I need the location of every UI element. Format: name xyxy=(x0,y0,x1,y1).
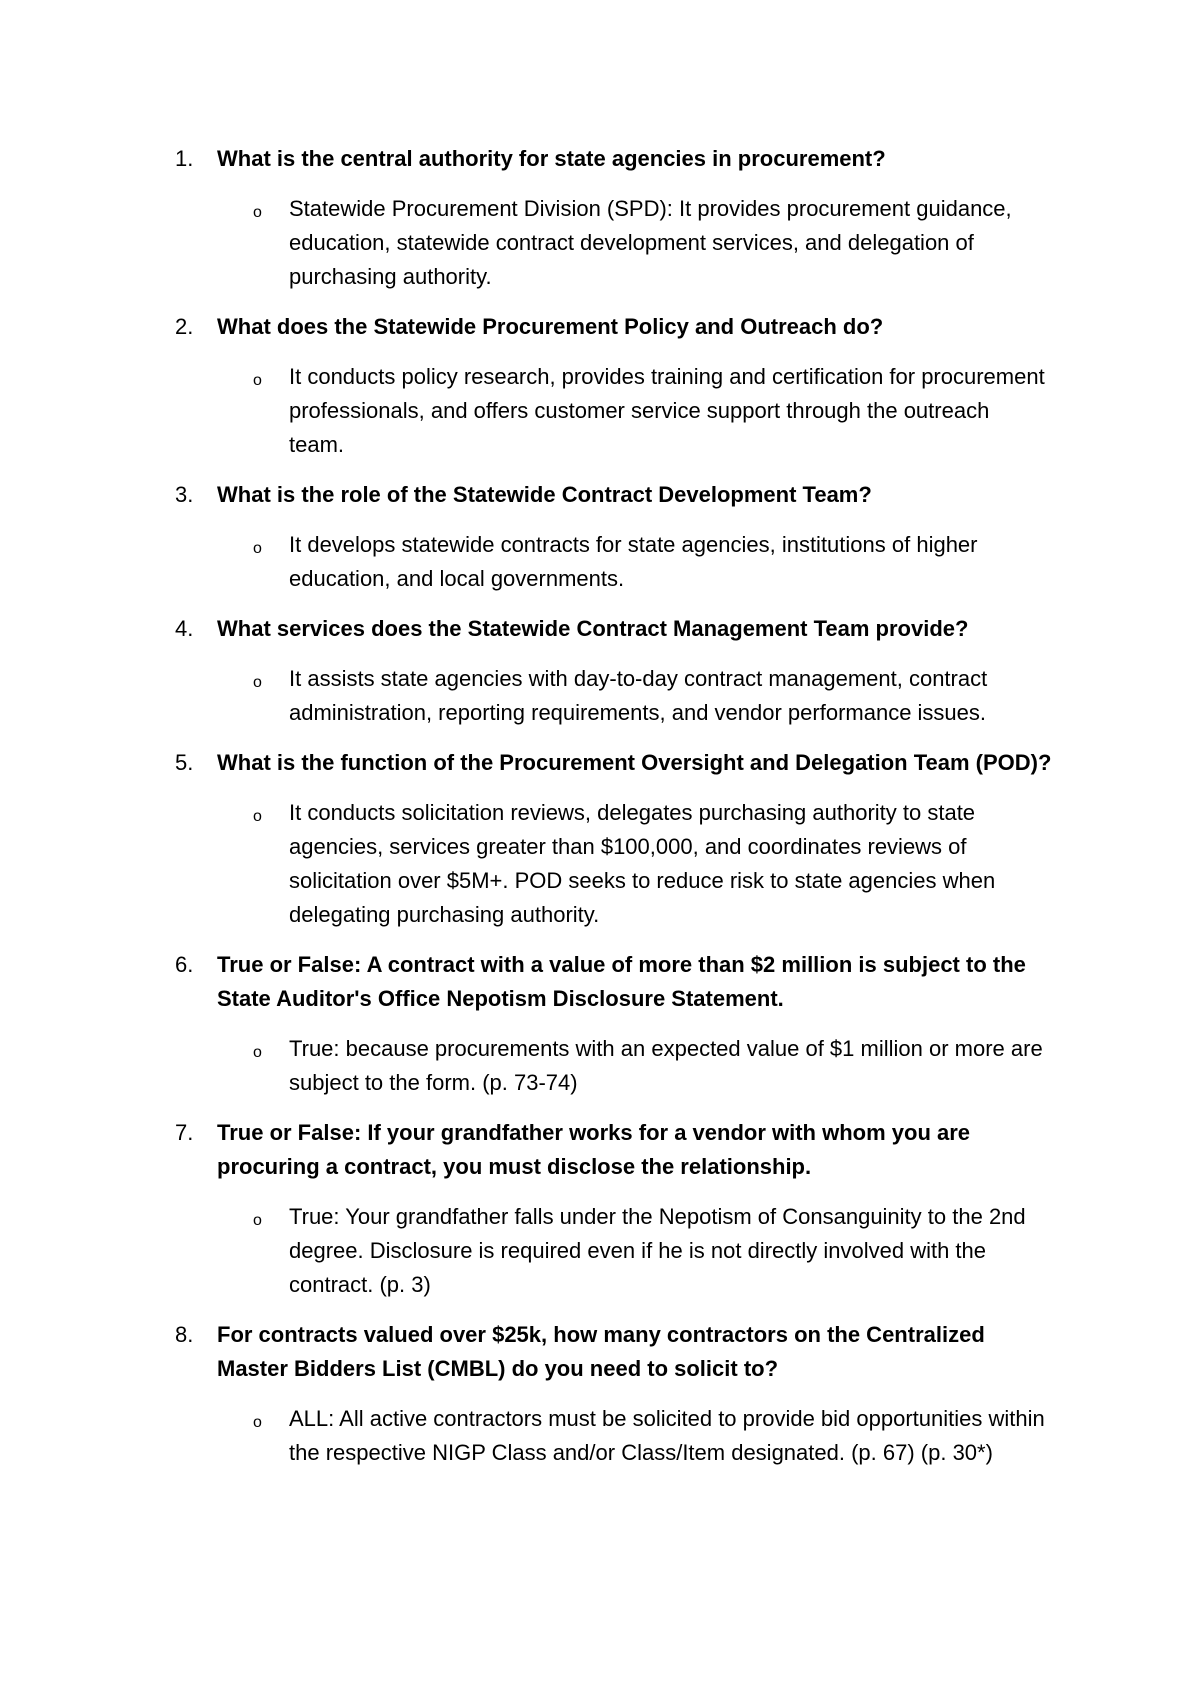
question-row xyxy=(175,612,1055,646)
bullet-icon: o xyxy=(253,674,262,691)
qa-item xyxy=(175,948,1055,1100)
bullet-icon: o xyxy=(253,1414,262,1431)
question-number: 5. xyxy=(175,750,194,775)
bullet-icon: o xyxy=(253,1212,262,1229)
question-number: 8. xyxy=(175,1322,194,1347)
question-number: 3. xyxy=(175,482,194,507)
answer-row xyxy=(253,528,1055,596)
question-row xyxy=(175,310,1055,344)
question-row xyxy=(175,948,1055,1016)
answer-row xyxy=(253,662,1055,730)
bullet-icon: o xyxy=(253,540,262,557)
question-text: What is the role of the Statewide Contract Development Team? xyxy=(217,482,872,507)
question-text: What is the central authority for state agencies in procurement? xyxy=(217,146,886,171)
question-number: 7. xyxy=(175,1120,194,1145)
question-text: What is the function of the Procurement Oversight and Delegation Team (POD)? xyxy=(217,750,1052,775)
qa-item xyxy=(175,1318,1055,1470)
qa-list xyxy=(175,142,1055,1486)
bullet-icon: o xyxy=(253,1044,262,1061)
question-text: What services does the Statewide Contract Management Team provide? xyxy=(217,616,969,641)
answer-text: It develops statewide contracts for state agencies, institutions of higher education, and local governments. xyxy=(289,532,978,591)
qa-item xyxy=(175,746,1055,932)
question-number: 1. xyxy=(175,146,194,171)
qa-item xyxy=(175,310,1055,462)
qa-item xyxy=(175,1116,1055,1302)
question-row xyxy=(175,142,1055,176)
question-row xyxy=(175,478,1055,512)
question-number: 2. xyxy=(175,314,194,339)
question-number: 6. xyxy=(175,952,194,977)
answer-row xyxy=(253,360,1055,462)
answer-row xyxy=(253,1032,1055,1100)
answer-text: Statewide Procurement Division (SPD): It provides procurement guidance, education, statewide contract development services, and delegation of purchasing authority. xyxy=(289,196,1012,289)
answer-row xyxy=(253,1200,1055,1302)
answer-text: True: because procurements with an expected value of $1 million or more are subject to the form. (p. 73-74) xyxy=(289,1036,1043,1095)
answer-text: ALL: All active contractors must be solicited to provide bid opportunities within the respective NIGP Class and/or Class/Item designated. (p. 67) (p. 30*) xyxy=(289,1406,1045,1465)
answer-row xyxy=(253,796,1055,932)
qa-item xyxy=(175,478,1055,596)
qa-item xyxy=(175,142,1055,294)
question-text: What does the Statewide Procurement Policy and Outreach do? xyxy=(217,314,884,339)
answer-text: It assists state agencies with day-to-day contract management, contract administration, reporting requirements, and vendor performance issues. xyxy=(289,666,988,725)
answer-text: True: Your grandfather falls under the Nepotism of Consanguinity to the 2nd degree. Disclosure is required even if he is not directly involved with the contract. (p. 3) xyxy=(289,1204,1026,1297)
question-text: True or False: A contract with a value of more than $2 million is subject to the State Auditor's Office Nepotism Disclosure Statement. xyxy=(217,952,1026,1011)
qa-item xyxy=(175,612,1055,730)
answer-text: It conducts policy research, provides training and certification for procurement professionals, and offers customer service support through the outreach team. xyxy=(289,364,1045,457)
question-text: True or False: If your grandfather works for a vendor with whom you are procuring a contract, you must disclose the relationship. xyxy=(217,1120,971,1179)
answer-row xyxy=(253,192,1055,294)
answer-row xyxy=(253,1402,1055,1470)
bullet-icon: o xyxy=(253,204,262,221)
question-number: 4. xyxy=(175,616,194,641)
answer-text: It conducts solicitation reviews, delegates purchasing authority to state agencies, services greater than $100,000, and coordinates reviews of solicitation over $5M+. POD seeks to reduce risk to state agencies when delegating purchasing authority. xyxy=(289,800,996,927)
question-row xyxy=(175,1318,1055,1386)
question-text: For contracts valued over $25k, how many contractors on the Centralized Master Bidders List (CMBL) do you need to solicit to? xyxy=(217,1322,985,1381)
question-row xyxy=(175,1116,1055,1184)
question-row xyxy=(175,746,1055,780)
bullet-icon: o xyxy=(253,372,262,389)
bullet-icon: o xyxy=(253,808,262,825)
